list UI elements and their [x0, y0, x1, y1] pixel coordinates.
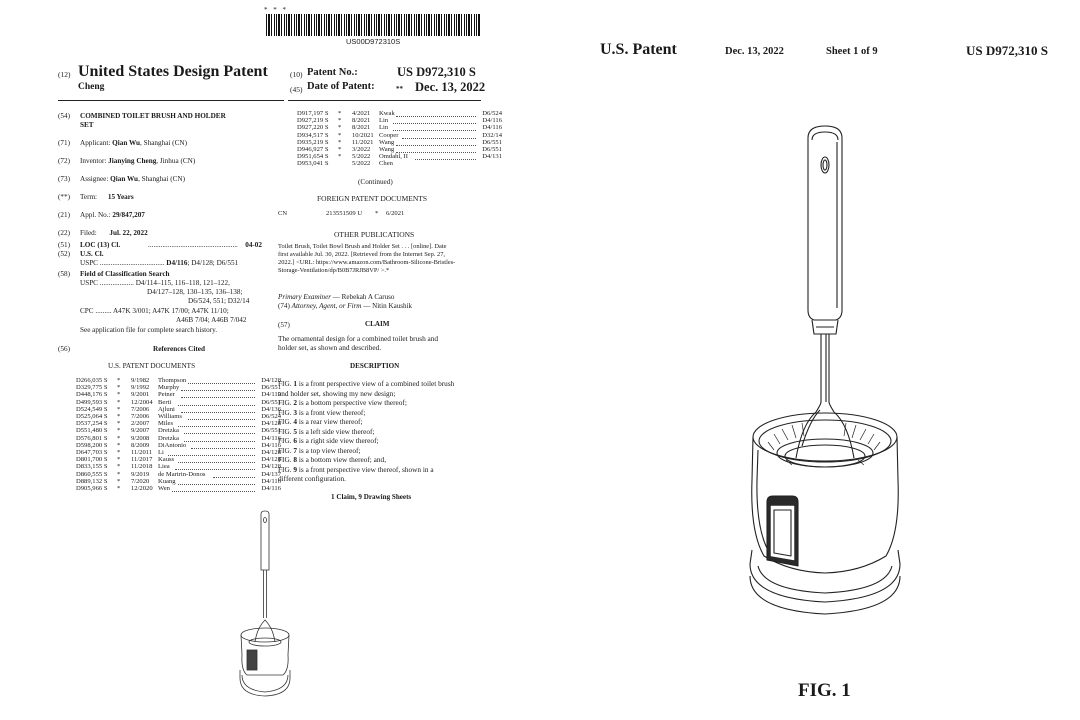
- citation-row: D537,254 S * 2/2007 Miles D4/128: [76, 420, 281, 428]
- citation-row: D329,775 S * 9/1992 Murphy D6/551: [76, 384, 281, 392]
- citation-row: D927,219 S * 8/2021 Lin D4/116: [297, 117, 502, 125]
- citation-row: D266,035 S * 9/1982 Thompson D4/128: [76, 377, 281, 384]
- leader-dots: [393, 117, 476, 124]
- claims-sheets-footer: 1 Claim, 9 Drawing Sheets: [331, 493, 412, 501]
- sheet-office: U.S. Patent: [600, 41, 677, 58]
- description-line: FIG. 2 is a bottom perspective view thereof;: [278, 398, 407, 407]
- leader-dots: [178, 399, 255, 406]
- citation-row: D953,041 S 5/2022 Chen: [297, 160, 393, 168]
- description-line: FIG. 1 is a front perspective view of a combined toilet brush: [278, 379, 455, 388]
- search-line-3: D6/524, 551; D32/14: [188, 297, 250, 305]
- description-line: FIG. 7 is a top view thereof;: [278, 445, 361, 455]
- description-line: FIG. 4 is a rear view thereof;: [278, 417, 363, 426]
- leader-dots: [415, 153, 476, 160]
- search-line-2: D4/127–128, 130–135, 136–138;: [147, 288, 243, 296]
- us-patent-documents-title: U.S. PATENT DOCUMENTS: [108, 362, 196, 370]
- citation-row: D576,801 S * 9/2008 Dretzka D4/116: [76, 434, 281, 442]
- description-line: FIG. 9 is a front perspective view thereof, shown in a: [278, 464, 434, 474]
- description-line: FIG. 8 is a bottom view thereof; and,: [278, 455, 387, 464]
- attorney-agent: (74) Attorney, Agent, or Firm — Nitin Kaushik: [278, 302, 413, 310]
- code-45: (45): [290, 85, 303, 94]
- leader-dots: [191, 442, 255, 449]
- leader-dots: [181, 406, 255, 413]
- citation-row: D801,700 S * 11/2017 Kauss D4/128: [76, 456, 281, 464]
- citation-row: D525,064 S * 7/2006 Williams D6/524: [76, 413, 281, 420]
- date-of-patent-label: Date of Patent:: [307, 81, 375, 92]
- fig-1-label: FIG. 1: [798, 680, 851, 701]
- primary-examiner: Primary Examiner — Rebekah A Caruso: [278, 293, 395, 301]
- barcode-number: US00D972310S: [346, 37, 401, 46]
- date-of-patent: Dec. 13, 2022: [415, 80, 486, 94]
- description-line: FIG. 6 is a right side view thereof;: [278, 436, 379, 445]
- leader-dots: [184, 435, 255, 442]
- code-12: (12): [58, 70, 71, 79]
- leader-dots: [172, 485, 255, 492]
- front-page-drawing-thumbnail: [225, 510, 305, 720]
- other-pub-line-4: Storage-Ventilation/dp/B0B7JRJB8VP/ >.*: [278, 267, 390, 274]
- leader-dots: [213, 471, 255, 478]
- other-publications-title: OTHER PUBLICATIONS: [334, 230, 415, 239]
- leader-dots: [178, 456, 255, 463]
- description-line: and holder set, showing my new design;: [278, 388, 396, 398]
- fig1-drawing: [740, 120, 920, 625]
- leader-dots: [396, 146, 476, 153]
- leader-dots: [393, 124, 476, 131]
- claim-line-1: The ornamental design for a combined toilet brush and: [278, 334, 439, 343]
- sheet-date: Dec. 13, 2022: [725, 46, 784, 57]
- other-pub-line-1: Toilet Brush, Toilet Bowl Brush and Holder Set . . . [online]. Date: [278, 243, 447, 250]
- patent-no-label: Patent No.:: [307, 67, 358, 78]
- description-title: DESCRIPTION: [350, 362, 400, 370]
- other-pub-line-2: first available Jul. 30, 2022. [Retrieved from the Internet Sep. 27,: [278, 251, 445, 258]
- citation-row: D860,555 S * 9/2019 de Martrin-Donos D4/137: [76, 470, 281, 478]
- leader-dots: [396, 110, 476, 117]
- patent-number: US D972,310 S: [397, 65, 476, 79]
- search-line-6: See application file for complete search history.: [80, 326, 218, 334]
- leader-dots: [178, 420, 255, 427]
- leader-dots: [188, 413, 255, 420]
- inventor-surname: Cheng: [78, 82, 105, 92]
- citation-row: D598,200 S * 8/2009 DiAntonio D4/116: [76, 441, 281, 449]
- citation-row: D889,132 S * 7/2020 Kuang D4/116: [76, 477, 281, 485]
- citation-row: D934,517 S * 10/2021 Cooper D32/14: [297, 131, 502, 139]
- citation-row: D499,593 S * 12/2004 Berti D6/551: [76, 398, 281, 406]
- date-stars: **: [396, 85, 403, 93]
- leader-dots: [396, 139, 476, 146]
- patent-type-title: United States Design Patent: [78, 63, 268, 80]
- citation-row: D551,480 S * 9/2007 Dretzka D6/551: [76, 427, 281, 435]
- citation-row: D905,966 S * 12/2020 Wen D4/116: [76, 485, 281, 492]
- barcode-image: [266, 14, 481, 36]
- leader-dots: [175, 463, 255, 470]
- foreign-patent-documents-title: FOREIGN PATENT DOCUMENTS: [317, 194, 428, 203]
- continued-note: (Continued): [358, 178, 393, 186]
- citation-row: D946,927 S * 3/2022 Wang D6/551: [297, 146, 502, 153]
- patent-front-page: * * * US00D972310S (12) United States Design Patent Cheng (10) Patent No.: US D972,310 S (45) Date of Patent: ** Dec. 13, 2022 (54) COMBINED TOILET BRUSH AND HOLDER SET (71) Applicant: Qian Wu, Shanghai (CN) (72) Inventor: Jianying Cheng, Jinhua (CN) (73) Assignee: Qian Wu, Shanghai (CN) (**) Term: 15 Years (21) Appl. No.: 29/847,207 (22) Filed: Jul. 22, 2022 (51) LOC (13) Cl. .................................................. 04-02 (52) U.S. Cl. USPC .................................... D4/116; D4/128; D6/551 (58) Field of Classification Search USPC ................... D4/114–115, 116–118, 121–122, D4/127–128, 130–135, 136–138; D6/524, 551; D32/14 CPC ......... A47K 3/001; A47K 17/00; A47K 11/10; A46B 7/04; A46B 7/042 See application file for complete search history. (56) References Cited U.S. PATENT DOCUMENTS D266,035 S * 9/1982 Thompson D4/128 D329,775 S * 9/1992 Murphy D6/551 D448,176 S * 9/2001 Petner D4/119 D499,593 S * 12/2004 Berti D6/551 D524,549 S * 7/2006 Ajluni D4/136 D525,064 S * 7/2006 Williams D6/524 D537,254 S * 2/2007 Miles D4/128 D551,480 S * 9/2007 Dretzka D6/551 D576,801 S * 9/2008 Dretzka D4/116 D598,200 S * 8/2009 DiAntonio D4/116 D647,703 S * 11/2011 Li D4/128 D801,700 S * 11/2017 Kauss D4/128 D833,155 S * 11/2018 Liea D4/128 D860,555 S * 9/2019 de Martrin-Donos D4/137 D889,132 S * 7/2020 Kuang D4/116 D905,966 S * 12/2020 Wen D4/116 D917,197 S * 4/2021 Kwak D6/524 D927,219 S * 8/2021 Lin D4/116 D927,220 S * 8/2021 Lin D4/116 D934,517 S * 10/2021 Cooper D32/14 D935,219 S * 11/2021 Wang D6/551 D946,927 S * 3/2022 Wang D6/551 D951,654 S * 5/2022 Omdahl, II D4/131 D953,041 S 5/2022 Chen (Continued) FOREIGN PATENT DOCUMENTS CN 213551509 U * 6/2021 OTHER PUBLICATIONS Toilet Brush, Toilet Bowl Brush and Holder Set . . . [online]. Date first available Jul. 30, 2022. [Retrieved from the Internet Sep. 27, 2022.] <URL: https://www.amazon.com/Bathroom-Silicone-Bristles- Storage-Ventilation/dp/B0B7JRJB8VP/ >.* Primary Examiner — Rebekah A Caruso (74) Attorney, Agent, or Firm — Nitin Kaushik (57) CLAIM The ornamental design for a combined toilet brush and holder set, as shown and described. DESCRIPTION FIG. 1 is a front perspective view of a combined toilet brush and holder set, showing my new design; FIG. 2 is a bottom perspective view thereof; FIG. 3 is a front view thereof; FIG. 4 is a rear view thereof; FIG. 5 is a left side view thereof; FIG. 6 is a right side view thereof; FIG. 7 is a top view thereof; FIG. 8 is a bottom view thereof; and, FIG. 9 is a front perspective view thereof, shown in a different configuration. 1 Claim, 9 Drawing Sheets: [0, 0, 540, 720]
- citation-row: D951,654 S * 5/2022 Omdahl, II D4/131: [297, 153, 502, 161]
- description-line: different configuration.: [278, 474, 346, 483]
- citation-row: D448,176 S * 9/2001 Petner D4/119: [76, 391, 281, 399]
- field-52-uspc: USPC .................................... D4/116; D4/128; D6/551: [80, 259, 239, 267]
- header-rule-right: [288, 100, 481, 101]
- header-rule-left: [58, 100, 284, 101]
- citation-row: D927,220 S * 8/2021 Lin D4/116: [297, 124, 502, 132]
- claim-line-2: holder set, as shown and described.: [278, 343, 382, 352]
- sheet-number: Sheet 1 of 9: [826, 46, 878, 57]
- citation-row: D917,197 S * 4/2021 Kwak D6/524: [297, 110, 502, 117]
- claim-code: (57): [278, 321, 290, 329]
- citation-row: D524,549 S * 7/2006 Ajluni D4/136: [76, 405, 281, 413]
- leader-dots: [184, 427, 255, 434]
- claim-title: CLAIM: [365, 320, 390, 328]
- description-line: FIG. 5 is a left side view thereof;: [278, 426, 375, 436]
- leader-dots: [181, 391, 255, 398]
- sheet-patent-number: US D972,310 S: [966, 43, 1048, 58]
- leader-dots: [168, 449, 255, 456]
- citation-row: D935,219 S * 11/2021 Wang D6/551: [297, 138, 502, 146]
- code-10: (10): [290, 70, 303, 79]
- other-pub-line-3: 2022.] <URL: https://www.amazon.com/Bathroom-Silicone-Bristles-: [278, 259, 456, 266]
- leader-dots: [178, 478, 255, 485]
- leader-dots: [188, 377, 255, 384]
- search-line-4: CPC ......... A47K 3/001; A47K 17/00; A47K 11/10;: [80, 307, 229, 315]
- citation-row: D833,155 S * 11/2018 Liea D4/128: [76, 463, 281, 471]
- leader-dots: [181, 384, 255, 391]
- search-line-1: USPC ................... D4/114–115, 116–118, 121–122,: [80, 279, 230, 287]
- citation-row: D647,703 S * 11/2011 Li D4/128: [76, 449, 281, 456]
- search-line-5: A46B 7/04; A46B 7/042: [176, 316, 247, 324]
- description-line: FIG. 3 is a front view thereof;: [278, 407, 366, 417]
- barcode-stars: * * *: [264, 6, 288, 14]
- leader-dots: [402, 132, 476, 139]
